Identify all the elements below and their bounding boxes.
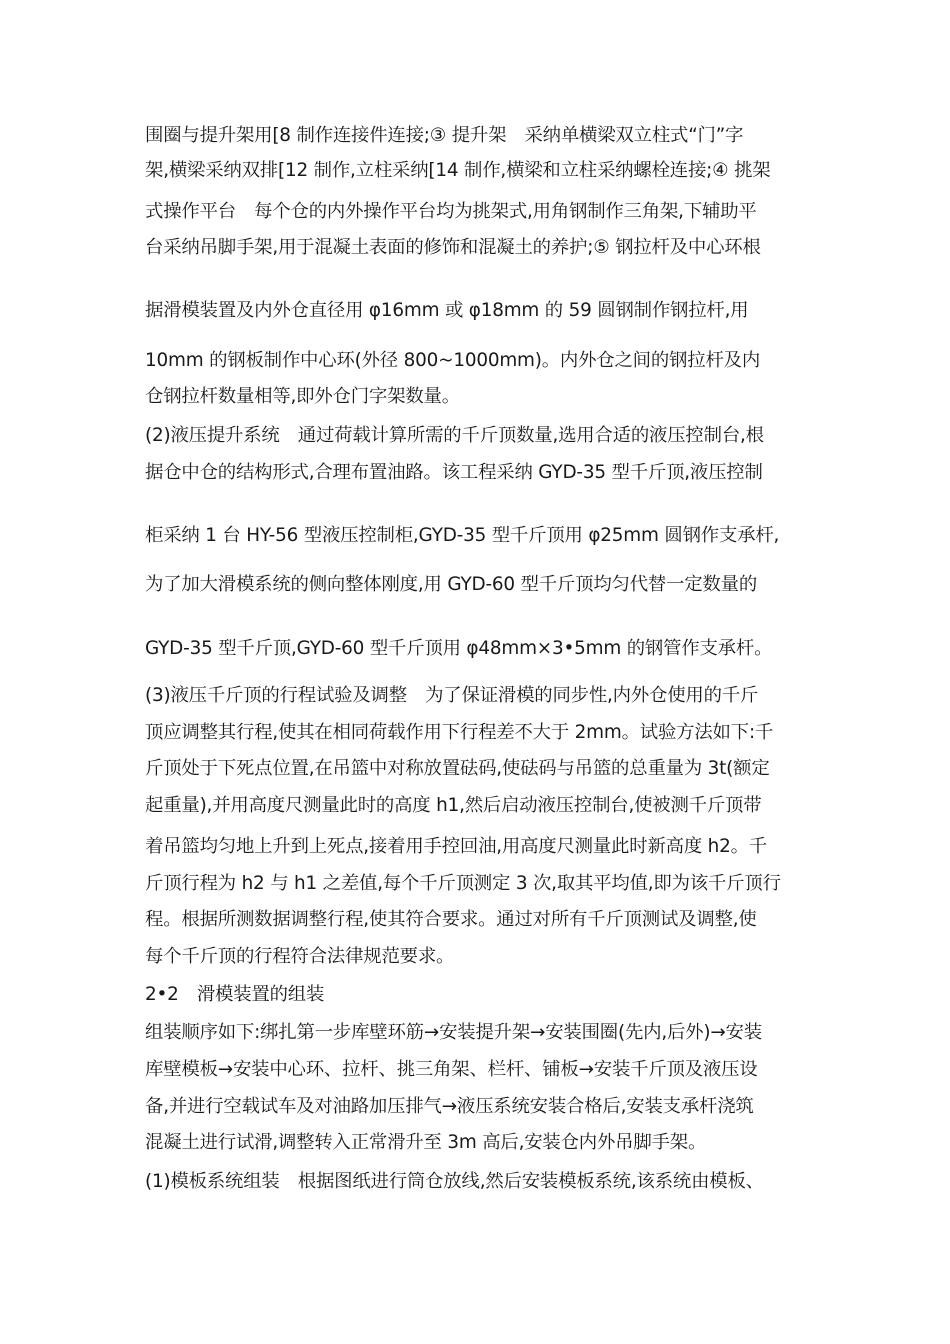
text-line: 每个千斤顶的行程符合法律规范要求。 xyxy=(145,946,455,967)
text-line: 架,横梁采纳双排[12 制作,立柱采纳[14 制作,横梁和立柱采纳螺栓连接;④ 挑架 xyxy=(145,160,771,181)
text-line: 据滑模装置及内外仓直径用 φ16mm 或 φ18mm 的 59 圆钢制作钢拉杆,用 xyxy=(145,300,749,321)
text-line: 混凝土进行试滑,调整转入正常滑升至 3m 高后,安装仓内外吊脚手架。 xyxy=(145,1132,707,1153)
text-line: 式操作平台 每个仓的内外操作平台均为挑架式,用角钢制作三角架,下辅助平 xyxy=(145,201,757,222)
text-line: 着吊篮均匀地上升到上死点,接着用手控回油,用高度尺测量此时新高度 h2。千 xyxy=(145,836,767,857)
text-line: 据仓中仓的结构形式,合理布置油路。该工程采纳 GYD-35 型千斤顶,液压控制 xyxy=(145,462,763,483)
text-line: 仓钢拉杆数量相等,即外仓门字架数量。 xyxy=(145,386,460,407)
section-heading-jack-stroke-test: (3)液压千斤顶的行程试验及调整 为了保证滑模的同步性,内外仓使用的千斤 xyxy=(145,685,759,706)
text-line: 柜采纳 1 台 HY-56 型液压控制柜,GYD-35 型千斤顶用 φ25mm 圆钢作支承杆, xyxy=(145,525,780,546)
text-line: GYD-35 型千斤顶,GYD-60 型千斤顶用 φ48mm×3•5mm 的钢管作支承杆。 xyxy=(145,638,773,659)
text-line: 斤顶处于下死点位置,在吊篮中对称放置砝码,使砝码与吊篮的总重量为 3t(额定 xyxy=(145,758,770,779)
text-line: 程。根据所测数据调整行程,使其符合要求。通过对所有千斤顶测试及调整,使 xyxy=(145,909,757,930)
text-line: 10mm 的钢板制作中心环(外径 800~1000mm)。内外仓之间的钢拉杆及内 xyxy=(145,350,761,371)
text-line: 顶应调整其行程,使其在相同荷载作用下行程差不大于 2mm。试验方法如下:千 xyxy=(145,722,774,743)
text-line: 起重量),并用高度尺测量此时的高度 h1,然后启动液压控制台,使被测千斤顶带 xyxy=(145,795,762,816)
text-line: 斤顶行程为 h2 与 h1 之差值,每个千斤顶测定 3 次,取其平均值,即为该千斤顶行 xyxy=(145,873,781,894)
text-line: 台采纳吊脚手架,用于混凝土表面的修饰和混凝土的养护;⑤ 钢拉杆及中心环根 xyxy=(145,237,761,258)
section-heading-hydraulic-lifting: (2)液压提升系统 通过荷载计算所需的千斤顶数量,选用合适的液压控制台,根 xyxy=(145,425,764,446)
text-line: 组装顺序如下:绑扎第一步库壁环筋→安装提升架→安装围圈(先内,后外)→安装 xyxy=(145,1022,762,1043)
section-heading-formwork-assembly: (1)模板系统组装 根据图纸进行筒仓放线,然后安装模板系统,该系统由模板、 xyxy=(145,1171,764,1192)
text-line: 为了加大滑模系统的侧向整体刚度,用 GYD-60 型千斤顶均匀代替一定数量的 xyxy=(145,574,758,595)
text-line: 备,并进行空载试车及对油路加压排气→液压系统安装合格后,安装支承杆浇筑 xyxy=(145,1096,754,1117)
text-line: 围圈与提升架用[8 制作连接件连接;③ 提升架 采纳单横梁双立柱式“门”字 xyxy=(145,125,744,146)
section-heading-slipform-assembly: 2•2 滑模装置的组装 xyxy=(145,984,325,1005)
text-line: 库壁模板→安装中心环、拉杆、挑三角架、栏杆、铺板→安装千斤顶及液压设 xyxy=(145,1059,758,1080)
